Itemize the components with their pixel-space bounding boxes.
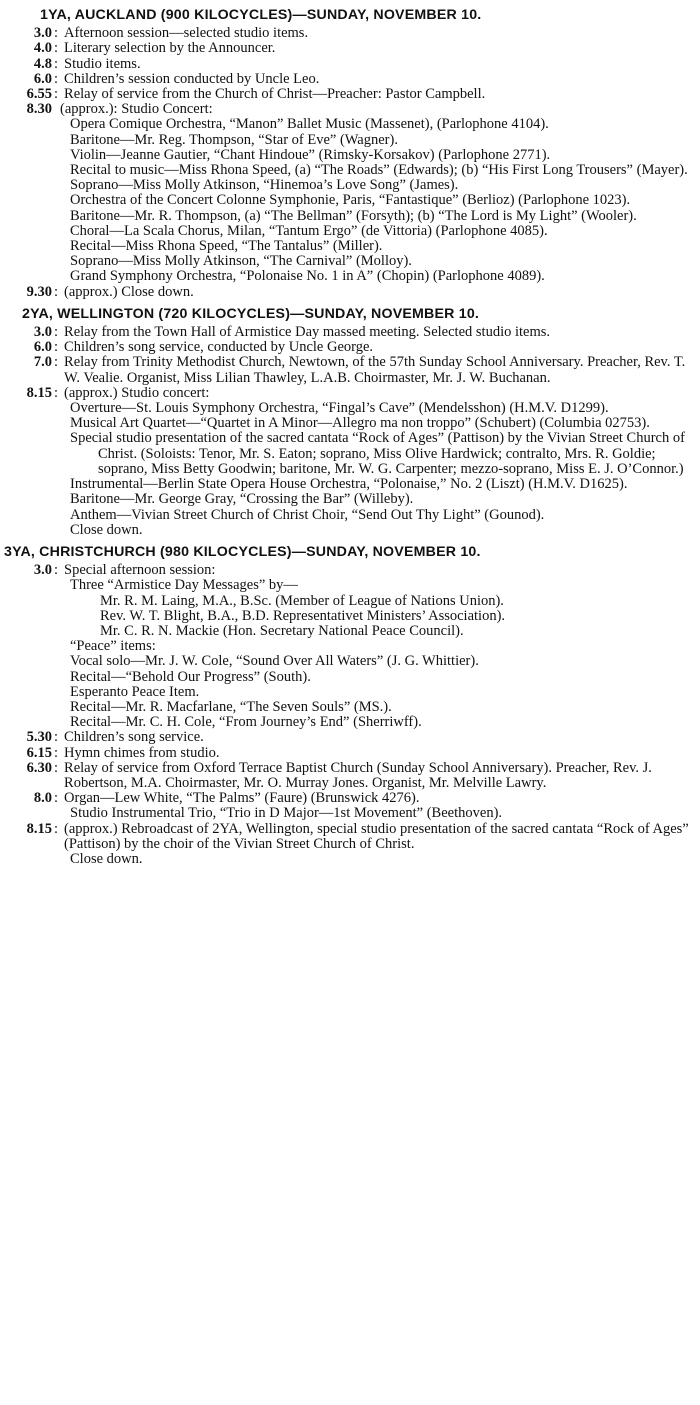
concert-item: Baritone—Mr. Reg. Thompson, “Star of Eve” (Wagner).: [70, 131, 398, 148]
concert-item: Baritone—Mr. R. Thompson, (a) “The Bellman” (Forsyth); (b) “The Lord is My Light” (Wooler).: [70, 207, 637, 224]
message-item: Mr. R. M. Laing, M.A., B.Sc. (Member of League of Nations Union).: [100, 592, 504, 609]
schedule-entry: 8.15 : (approx.) Studio concert:: [26, 384, 210, 401]
schedule-entry: 5.30 : Children’s song service.: [26, 729, 204, 746]
concert-item: Recital—Miss Rhona Speed, “The Tantalus” (Miller).: [70, 238, 383, 255]
schedule-entry: 8.0 : Organ—Lew White, “The Palms” (Faure) (Brunswick 4276).: [33, 790, 420, 807]
station-heading: 1YA, AUCKLAND (900 KILOCYCLES)—SUNDAY, NOVEMBER 10.: [40, 7, 482, 23]
concert-items: [4, 401, 696, 538]
concert-item: Violin—Jeanne Gautier, “Chant Hindoue” (Rimsky-Korsakov) (Parlophone 2771).: [70, 146, 551, 163]
message-item: Mr. C. R. N. Mackie (Hon. Secretary National Peace Council).: [100, 622, 464, 639]
schedule-entry: 6.0 : Children’s session conducted by Uncle Leo.: [33, 70, 320, 87]
peace-item: Recital—Mr. R. Macfarlane, “The Seven Souls” (MS.).: [70, 698, 392, 715]
peace-item: Recital—“Behold Our Progress” (South).: [70, 668, 311, 685]
concert-item: Special studio presentation of the sacred cantata “Rock of Ages” (Pattison) by the Vivian Street Church of Christ. (Soloists: Tenor, Mr. S. Eaton; soprano, Miss Olive Hardwick; contralto, Mrs. R. Goldie; soprano, Miss Betty Goodwin; baritone, Mr. W. G. Carpenter; mezzo-soprano, Miss E. J. O’Connor.): [70, 430, 685, 477]
messages-intro: Three “Armistice Day Messages” by—: [70, 577, 298, 594]
concert-item: Musical Art Quartet—“Quartet in A Minor—Allegro ma non troppo” (Schubert) (Columbia 02753).: [70, 415, 650, 432]
closing-items: [4, 852, 696, 867]
schedule-entry: 6.15 : Hymn chimes from studio.: [26, 744, 220, 761]
concert-item: Choral—La Scala Chorus, Milan, “Tantum Ergo” (de Vittoria) (Parlophone 4085).: [70, 222, 548, 239]
schedule-entry: 3.0 : Relay from the Town Hall of Armistice Day massed meeting. Selected studio items.: [33, 324, 551, 341]
schedule-entry: 8.30 (approx.): Studio Concert:: [26, 101, 213, 118]
schedule-entry: 6.30 : Relay of service from Oxford Terrace Baptist Church (Sunday School Anniversary). Preacher, Rev. J. Robertson, M.A. Choirmaster, Mr. O. Murray Jones. Organist, Mr. Melville Lawry.: [26, 759, 652, 791]
trio-item: Studio Instrumental Trio, “Trio in D Major—1st Movement” (Beethoven).: [70, 805, 503, 822]
concert-item: Recital to music—Miss Rhona Speed, (a) “The Roads” (Edwards); (b) “His First Long Trousers” (Mayer).: [70, 162, 688, 179]
peace-item: Vocal solo—Mr. J. W. Cole, “Sound Over All Waters” (J. G. Whittier).: [70, 653, 479, 670]
schedule-entry: 3.0 : Afternoon session—selected studio items.: [33, 25, 309, 42]
peace-item: Esperanto Peace Item.: [70, 683, 200, 700]
schedule-entry: 6.0 : Children’s song service, conducted by Uncle George.: [33, 339, 374, 356]
concert-item: Opera Comique Orchestra, “Manon” Ballet Music (Massenet), (Parlophone 4104).: [70, 116, 549, 133]
schedule-entry: 8.15 : (approx.) Rebroadcast of 2YA, Wellington, special studio presentation of the sacred cantata “Rock of Ages” (Pattison) by the choir of the Vivian Street Church of Christ.: [26, 820, 689, 852]
schedule-entry: 7.0 : Relay from Trinity Methodist Church, Newtown, of the 57th Sunday School Anniversary. Preacher, Rev. T. W. Vealie. Organist, Miss Lilian Thawley, L.A.B. Choirmaster, Mr. J. W. Buchanan.: [33, 354, 686, 386]
close-down-item: Close down.: [70, 521, 143, 538]
station-2ya: [4, 307, 696, 538]
concert-item: Baritone—Mr. George Gray, “Crossing the Bar” (Willeby).: [70, 491, 414, 508]
close-down-item: Close down.: [70, 850, 143, 867]
concert-item: Soprano—Miss Molly Atkinson, “The Carnival” (Molloy).: [70, 253, 412, 270]
close-down-entry: 9.30 : (approx.) Close down.: [26, 283, 194, 300]
afternoon-items: [4, 578, 696, 730]
schedule-entry: 6.55 : Relay of service from the Church of Christ—Preacher: Pastor Campbell.: [26, 86, 486, 103]
concert-item: Orchestra of the Concert Colonne Symphonie, Paris, “Fantastique” (Berlioz) (Parlophone 1023).: [70, 192, 631, 209]
concert-item: Overture—St. Louis Symphony Orchestra, “Fingal’s Cave” (Mendelsshon) (H.M.V. D1299).: [70, 400, 609, 417]
station-heading: 2YA, WELLINGTON (720 KILOCYCLES)—SUNDAY, NOVEMBER 10.: [22, 305, 480, 322]
schedule-entry: 4.0 : Literary selection by the Announcer.: [33, 40, 276, 57]
concert-item: Instrumental—Berlin State Opera House Orchestra, “Polonaise,” No. 2 (Liszt) (H.M.V. D1625).: [70, 476, 628, 493]
schedule-entry: 3.0 : Special afternoon session:: [33, 562, 216, 579]
station-3ya: [4, 545, 696, 867]
evening-items: [4, 806, 696, 821]
station-1ya: [4, 8, 696, 300]
concert-item: Soprano—Miss Molly Atkinson, “Hinemoa’s Love Song” (James).: [70, 177, 459, 194]
station-heading: 3YA, CHRISTCHURCH (980 KILOCYCLES)—SUNDAY, NOVEMBER 10.: [4, 543, 481, 560]
schedule-entry: 4.8 : Studio items.: [33, 55, 141, 72]
peace-item: “Peace” items:: [70, 638, 156, 655]
peace-item: Recital—Mr. C. H. Cole, “From Journey’s End” (Sherriwff).: [70, 714, 422, 731]
concert-item: Anthem—Vivian Street Church of Christ Choir, “Send Out Thy Light” (Gounod).: [70, 506, 545, 523]
concert-item: Grand Symphony Orchestra, “Polonaise No. 1 in A” (Chopin) (Parlophone 4089).: [70, 268, 545, 285]
message-item: Rev. W. T. Blight, B.A., B.D. Representativet Ministers’ Association).: [100, 607, 506, 624]
concert-items: [4, 117, 696, 284]
